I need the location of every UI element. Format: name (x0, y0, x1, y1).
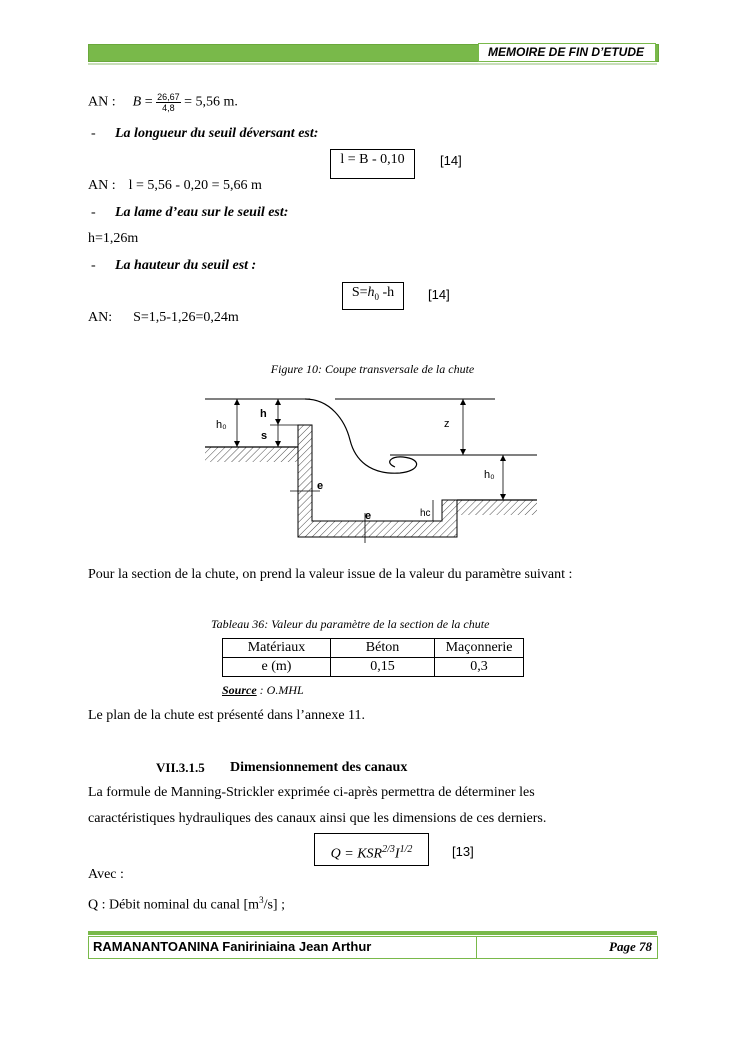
eq2-s: S= (351, 285, 368, 300)
label-h0-left: h₀ (216, 419, 227, 431)
eq2-subscript: 0 (374, 291, 379, 302)
arrow (234, 441, 240, 447)
bullet-hauteur-seuil: La hauteur du seuil est : (115, 258, 257, 273)
eq2-tail: -h (379, 285, 395, 300)
equation-box-2 (342, 282, 404, 310)
an-prefix: AN : (88, 178, 116, 193)
header-title: MEMOIRE DE FIN D’ETUDE (487, 45, 644, 59)
figure-caption: Figure 10: Coupe transversale de la chute (270, 362, 475, 376)
an-line-2 (88, 177, 262, 195)
q-def-sup: 3 (259, 895, 264, 905)
table-caption: Tableau 36: Valeur du paramètre de la section de la chute (211, 617, 490, 631)
footer-author: RAMANANTOANINA Faniriniaina Jean Arthur (93, 939, 372, 954)
eq3-exp1b: /3 (387, 844, 395, 855)
an-result-2: l = 5,56 - 0,20 = 5,66 m (128, 178, 262, 193)
table-header-cell: Matériaux (223, 639, 331, 658)
fraction (156, 92, 181, 113)
eq3-main: Q = KSR (330, 846, 383, 862)
fraction-numerator: 26,67 (157, 92, 180, 102)
label-s: s (261, 430, 268, 442)
an-prefix: AN: (88, 310, 113, 325)
parameter-table (222, 638, 524, 677)
var-b: B (132, 94, 142, 110)
eq2-h: h (367, 285, 375, 300)
bullet-dash-1: - (91, 126, 96, 141)
arrow (275, 441, 281, 447)
arrow (460, 449, 466, 455)
label-e-wall: e (317, 480, 324, 492)
arrow (234, 399, 240, 405)
bullet-dash-2: - (91, 205, 96, 220)
equation-2-ref: [14] (428, 287, 450, 302)
footer-page-number: Page 78 (609, 939, 652, 954)
equation-3-ref: [13] (452, 844, 474, 859)
eq3-exp2: 1 (399, 844, 405, 855)
q-def-pre: Q : Débit nominal du canal [m (88, 897, 260, 913)
eq3-i: I (394, 846, 400, 862)
avec-label: Avec : (88, 867, 124, 882)
bullet-longueur-seuil: La longueur du seuil déversant est: (115, 126, 319, 141)
table-cell: e (m) (223, 658, 331, 677)
footer-divider (476, 936, 477, 958)
table-cell: 0,15 (331, 658, 435, 677)
q-def-post: /s] ; (263, 897, 285, 913)
source-text: : O.MHL (256, 683, 304, 697)
label-hc: hc (420, 508, 431, 519)
footer-bar (88, 931, 657, 935)
table-row (223, 658, 524, 677)
an-line-1 (88, 92, 238, 113)
arrow (275, 399, 281, 405)
fraction-denominator: 4,8 (162, 103, 175, 113)
source-label: Source (222, 683, 257, 697)
chute-cross-section-diagram (195, 385, 545, 545)
header-underline (88, 63, 657, 65)
table-cell: 0,3 (435, 658, 524, 677)
table-source (222, 682, 304, 698)
nappe-curve (305, 399, 417, 473)
equals-sign: = (144, 94, 153, 110)
paragraph-section-chute: Pour la section de la chute, on prend la valeur issue de la valeur du paramètre suivant : (88, 567, 573, 582)
paragraph-manning-1: La formule de Manning-Strickler exprimée ci-après permettra de déterminer les (88, 785, 535, 800)
an-result-1: = 5,56 m. (184, 94, 238, 110)
paragraph-plan-chute: Le plan de la chute est présenté dans l’annexe 11. (88, 708, 366, 723)
label-h0-right: h₀ (484, 469, 495, 481)
arrow (500, 494, 506, 500)
bullet-lame-eau: La lame d’eau sur le seuil est: (115, 205, 289, 220)
equation-box-1 (330, 149, 415, 179)
eq3-exp2b: /2 (404, 844, 413, 855)
arrow (500, 455, 506, 461)
equation-1-ref: [14] (440, 153, 462, 168)
table-header-cell: Béton (331, 639, 435, 658)
section-number: VII.3.1.5 (156, 760, 205, 775)
bullet-dash-3: - (91, 258, 96, 273)
arrow (460, 399, 466, 405)
an-line-3 (88, 309, 239, 327)
q-definition (88, 891, 285, 915)
arrow (275, 419, 281, 425)
left-ground-hatch (205, 447, 298, 462)
label-h: h (260, 408, 267, 420)
an-result-3: S=1,5-1,26=0,24m (133, 310, 239, 325)
label-z: z (444, 418, 450, 430)
h-value: h=1,26m (88, 231, 139, 246)
an-prefix: AN : (88, 94, 116, 110)
label-e-floor: e (365, 510, 372, 522)
table-header-row (223, 639, 524, 658)
eq3-exp1: 2 (382, 844, 388, 855)
paragraph-manning-2: caractéristiques hydrauliques des canaux ainsi que les dimensions de ces derniers. (88, 811, 547, 826)
right-ground-hatch (457, 500, 537, 515)
table-header-cell: Maçonnerie (435, 639, 524, 658)
equation-1: l = B - 0,10 (340, 152, 405, 167)
equation-box-3 (314, 833, 429, 866)
section-title: Dimensionnement des canaux (230, 760, 408, 775)
